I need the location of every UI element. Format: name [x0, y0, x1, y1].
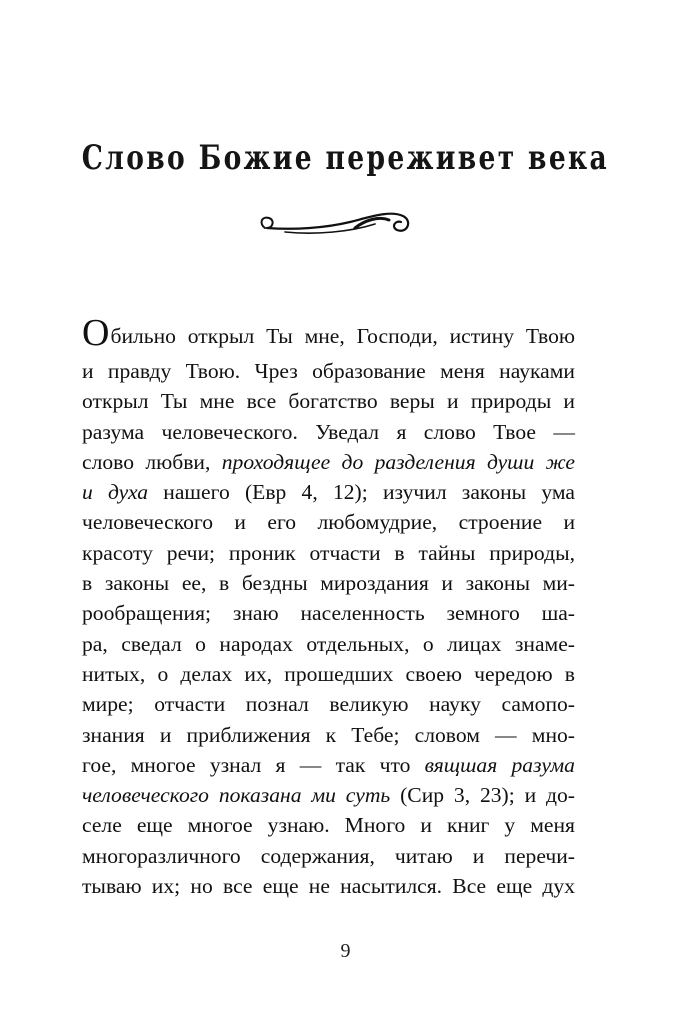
text-segment: слово любви,	[82, 449, 222, 474]
italic-quote: и духа	[82, 480, 149, 505]
text-segment: гое, многое узнал я — так что	[82, 752, 425, 777]
text-segment: ра, сведал о народах отдельных, о лицах знаме-	[82, 631, 575, 656]
text-segment: нитых, о делах их, прошедших своею чередою в	[82, 661, 575, 686]
chapter-title: Слово Божие переживет века	[81, 138, 610, 178]
text-segment: открыл Ты мне все богатство веры и природы и	[82, 389, 575, 414]
text-line	[82, 538, 575, 568]
text-segment: разума человеческого. Уведал я слово Твое —	[82, 419, 575, 444]
text-segment: знания и приближения к Тебе; словом — мно-	[82, 722, 575, 747]
text-line	[82, 689, 575, 719]
italic-quote: проходящее до разделения души же	[221, 449, 575, 474]
text-line	[82, 750, 575, 780]
text-line	[82, 598, 575, 628]
text-line	[82, 507, 575, 537]
text-line	[82, 447, 575, 477]
text-line	[82, 477, 575, 507]
text-segment: селе еще многое узнаю. Много и книг у меня	[82, 813, 575, 838]
drop-cap: О	[82, 312, 110, 354]
text-segment: человеческого и его любомудрие, строение и	[82, 510, 575, 535]
text-segment: рообращения; знаю населенность земного ша-	[82, 601, 575, 626]
text-line	[82, 780, 575, 810]
text-line	[82, 356, 575, 386]
italic-quote: вящшая разума	[424, 752, 575, 777]
text-line	[82, 841, 575, 871]
text-line	[82, 720, 575, 750]
text-segment: красоту речи; проник отчасти в тайны природы,	[82, 540, 575, 565]
body-paragraph	[82, 312, 576, 901]
text-line	[82, 810, 575, 840]
page-number: 9	[340, 940, 351, 962]
text-segment: в законы ее, в бездны мироздания и законы ми-	[82, 571, 575, 596]
flourish-ornament-icon	[255, 202, 415, 242]
text-segment: тываю их; но все еще не насытился. Все еще дух	[82, 874, 575, 899]
text-line	[82, 629, 575, 659]
text-segment: бильно открыл Ты мне, Господи, истину Твою	[110, 324, 575, 348]
text-line	[82, 417, 575, 447]
text-line	[82, 659, 575, 689]
text-segment: нашего (Евр 4, 12); изучил законы ума	[148, 480, 576, 505]
text-line	[82, 568, 575, 598]
text-line	[82, 312, 575, 356]
text-segment: и правду Твою. Чрез образование меня науками	[82, 359, 575, 383]
text-segment: мире; отчасти познал великую науку самопо-	[82, 692, 575, 717]
text-segment: (Сир 3, 23); и до-	[390, 783, 575, 808]
text-segment: многоразличного содержания, читаю и перечи-	[82, 843, 575, 868]
text-line	[82, 386, 575, 416]
text-line	[82, 871, 575, 901]
italic-quote: человеческого показана ми суть	[82, 783, 391, 808]
